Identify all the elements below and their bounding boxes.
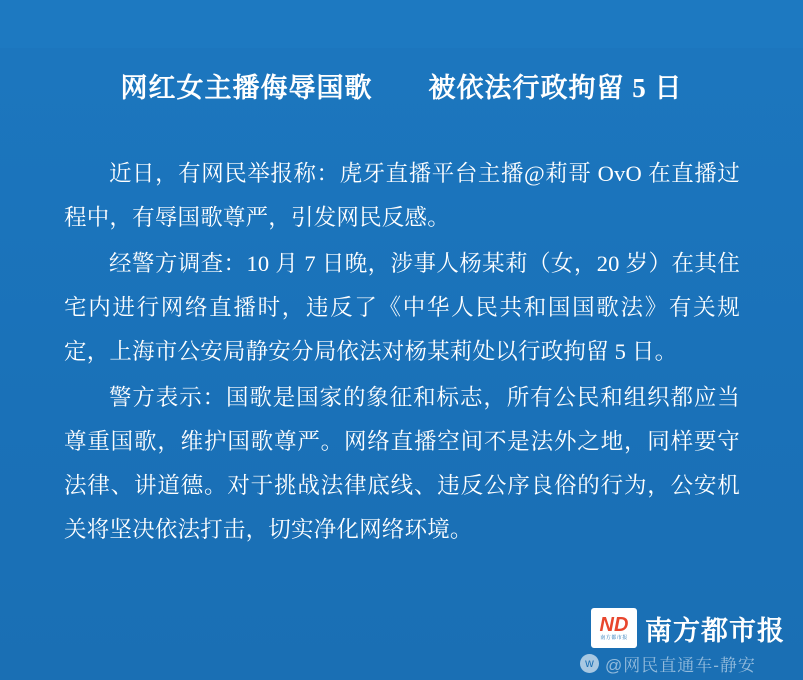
weibo-icon: w xyxy=(580,654,599,673)
article-body xyxy=(64,152,740,554)
weibo-credit xyxy=(580,651,756,676)
publisher-footer xyxy=(591,608,785,648)
weibo-handle: @网民直通车-静安 xyxy=(605,656,756,675)
top-band xyxy=(0,0,803,48)
paragraph: 近日，有网民举报称：虎牙直播平台主播@莉哥 OvO 在直播过程中，有辱国歌尊严，引发网民反感。 xyxy=(64,161,740,230)
paragraph: 经警方调查：10 月 7 日晚，涉事人杨某莉（女，20 岁）在其住宅内进行网络直播时，违反了《中华人民共和国国歌法》有关规定，上海市公安局静安分局依法对杨某莉处以行政拘留 5 日。 xyxy=(64,251,740,364)
nandu-logo-mark: ND xyxy=(599,613,629,636)
nandu-logo-subtext: 南方都市报 xyxy=(600,634,628,641)
page-title: 网红女主播侮辱国歌 被依法行政拘留 5 日 xyxy=(120,73,683,103)
nandu-logo-icon xyxy=(591,608,637,648)
paragraph: 警方表示：国歌是国家的象征和标志，所有公民和组织都应当尊重国歌，维护国歌尊严。网络直播空间不是法外之地，同样要守法律、讲道德。对于挑战法律底线、违反公序良俗的行为，公安机关将坚决依法打击，切实净化网络环境。 xyxy=(64,385,740,542)
publisher-name: 南方都市报 xyxy=(645,615,785,646)
